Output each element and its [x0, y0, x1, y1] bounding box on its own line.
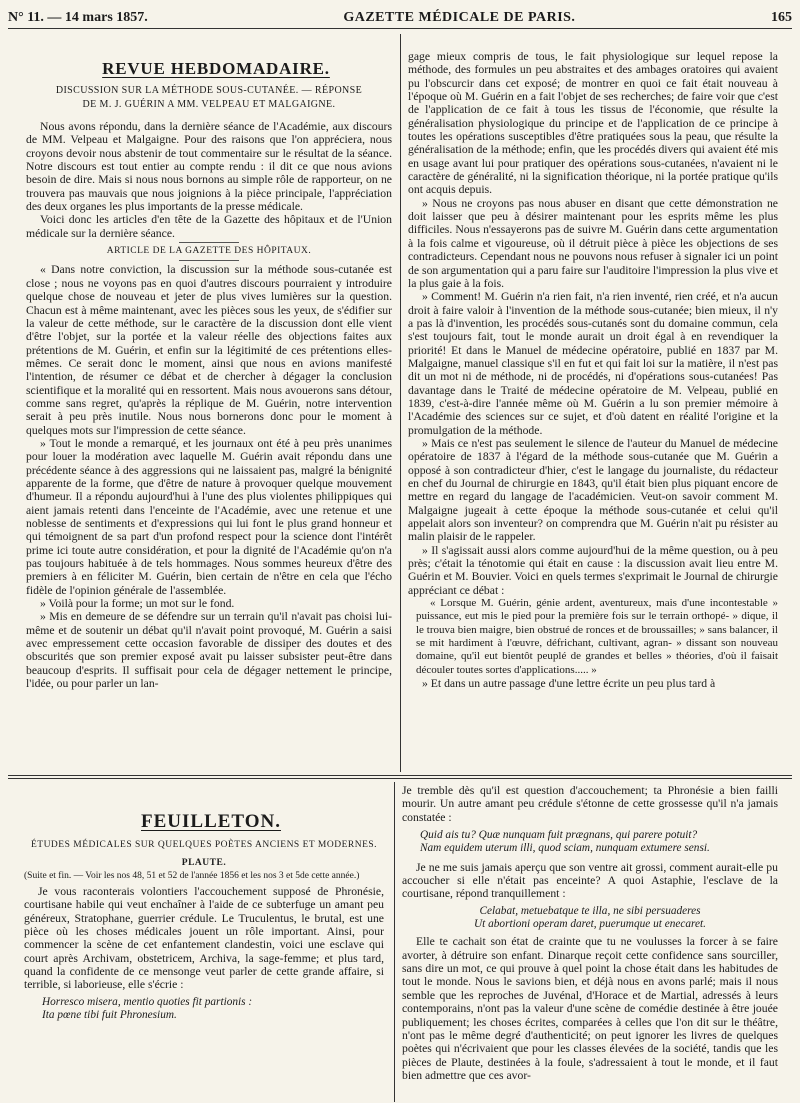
- header-rule: [8, 28, 792, 29]
- latin-verse: Celabat, metuebatque te illa, ne sibi persuaderes: [479, 904, 701, 917]
- column-divider: [394, 782, 395, 1102]
- feuilleton-paragraph: Je ne me suis jamais aperçu que son ventre ait grossi, comment aurait-elle pu accoucher si elle n'était pas enceinte? A quoi Astaphie, l'esclave de la courtisane, répond tranquillement :: [402, 860, 778, 901]
- issue-date: N° 11. — 14 mars 1857.: [8, 10, 148, 25]
- revue-paragraph: Nous avons répondu, dans la dernière séance de l'Académie, aux discours de MM. Velpeau et Malgaigne. Pour des raisons que l'on appréciera, nous croyons devoir nous abstenir de tout commentaire sur le résultat de la séance. Notre discours est tout entier au compte rendu : il dit ce que nous avions besoin de dire. Mais si nous nous bornons au simple rôle de rapporteur, on ne trouvera pas mauvais que nous joignions à la pièce principale, l'appréciation des deux organes les plus importants de la presse médicale.: [26, 120, 392, 214]
- latin-verse: Quid ais tu? Quæ nunquam fuit prægnans, qui parere potuit?: [420, 829, 698, 842]
- article-paragraph: » Mis en demeure de se défendre sur un terrain qu'il n'avait pas choisi lui-même et de soutenir un débat qu'il n'avait point provoqué, M. Guérin a saisi avec empressement cette occasion favorable de dissiper des doutes et des obscurités que son premier exposé avait pu laisser subsister peut-être dans beaucoup d'esprits. Il suffisait pour cela de dégager nettement le principe, l'idée, ou pour parler un lan-: [26, 610, 392, 691]
- article-paragraph: » Tout le monde a remarqué, et les journaux ont été à peu près unanimes pour louer la modération avec laquelle M. Guérin avait répondu dans une précédente séance à des aggressions qui ne laissaient pas, malgré la bénignité apparente de la forme, que d'être de nature à provoquer quelque mouvement d'humeur. Il a répondu aujourd'hui à l'une des plus violentes philippiques qui aient jamais retenti dans l'enceinte de l'Académie, avec une retenue et une noblesse de sentiments et d'expressions qui lui font le plus grand honneur et qui témoignent de sa part d'un profond respect pour la science dont l'intérêt prime ici toute autre considération, et pour la dignité de l'Académie qu'on n'a pas toujours habituée à de tels hommages. Nous sommes heureux d'être des premiers à en féliciter M. Guérin, bien certain de n'être en cela que l'écho fidèle de l'opinion générale de l'assemblée.: [26, 436, 392, 597]
- article-paragraph: » Mais ce n'est pas seulement le silence de l'auteur du Manuel de médecine opératoire de 1837 à l'égard de la méthode sous-cutanée que M. Guérin a opposé à son contradicteur d'hier, c'est le langage du journaliste, du rédacteur en chef du Journal de chirurgie en 1843, qu'il était bien plus piquant encore de mettre en regard du langage de l'académicien. Veut-on savoir comment M. Malgaigne jugeait à cette époque la méthode sous-cutanée et celui qu'il appelait alors son inventeur? on comprendra que M. Guérin n'ait pu résister au malin plaisir de le rappeler.: [408, 436, 778, 544]
- article-paragraph: » Nous ne croyons pas nous abuser en disant que cette démonstration ne doit laisser que peu à désirer maintenant pour les esprits même les plus difficiles. Nous n'essayerons pas de suivre M. Guérin dans cette argumentation à la fois calme et vigoureuse, où il détruit pièce à pièce les objections de ses contradicteurs. Cependant nous ne pouvons nous refuser à signaler ici un point de son argumentation qui a paru faire sur l'auditoire l'impression la plus vive et la plus gaie à la fois.: [408, 196, 778, 290]
- feuilleton-author: PLAUTE.: [181, 857, 227, 868]
- revue-subtitle-1: DISCUSSION SUR LA MÉTHODE SOUS-CUTANÉE. — RÉPONSE: [55, 85, 363, 97]
- latin-verse: Horresco misera, mentio quoties fit partionis :: [42, 995, 253, 1008]
- feuilleton-left-column: [24, 811, 384, 1022]
- feuilleton-rule: [8, 778, 792, 779]
- article-heading: ARTICLE DE LA GAZETTE DES HÔPITAUX.: [106, 246, 312, 257]
- latin-verse: Ita pœne tibi fuit Phronesium.: [42, 1009, 177, 1022]
- quotation: « Lorsque M. Guérin, génie ardent, aventureux, mais d'une incontestable » puissance, eut mis le pied pour la première fois sur le terrain orthopé- » dique, il le trouva bien maigre, bien obstrué de ronces et de broussailles; » sans balancer, il se mit hardiment à l'œuvre, défrichant, cultivant, agran- » dissant son nouveau domaine, qu'il eut bientôt peuplé de grandes et belles » théories, d'où il faisait découler toutes sortes d'applications..... »: [416, 597, 778, 676]
- feuilleton-paragraph: Je vous raconterais volontiers l'accouchement supposé de Phronésie, courtisane habile qui veut enchaîner à l'aide de ce subterfuge un amant peu généreux, Stratophane, guerrier crédule. Le Truculentus, le brutal, est une pièce où les choses médicales jouent un rôle important. Ainsi, pour commencer la scène de cet enfantement clandestin, voici une esclave qui court après Archivam, obstetricem, Archiva, la sage-femme; et plus tard, quand la confidente de ce mensonge veut parler de cette grande affaire, si terrible, si laborieuse, elle s'écrie :: [24, 885, 384, 992]
- revue-right-column: [408, 50, 778, 691]
- separator: [179, 260, 239, 261]
- article-paragraph: gage mieux compris de tous, le fait physiologique sur lequel repose la méthode, des formules un peu abstraites et des ambages oratoires qui avaient pu l'obscurcir dans cet exposé; de montrer en quoi ce fait était nouveau à l'époque où M. Guérin en a fait l'objet de ses recherches; de faire voir que c'est de l'application de ce fait à tous les tissus de l'économie, que résulte la généralisation physiologique du principe et de l'application de ce principe à toutes les opérations susceptibles d'être pratiquées sous la peau, que résulte la généralisation de la méthode; enfin, que les procédés divers qui avaient été mis en usage avant lui pour pratiquer des opérations sous-cutanées, n'avaient ni le caractère de généralité, ni la signification théorique, ni la portée pratique qu'ils ont acquis depuis.: [408, 50, 778, 197]
- feuilleton-paragraph: Je tremble dès qu'il est question d'accouchement; ta Phronésie a bien failli mourir. Un autre amant peu crédule s'étonne de cette grossesse qu'il n'a jamais constatée :: [402, 784, 778, 824]
- feuilleton-rule: [8, 775, 792, 776]
- feuilleton-subtitle: ÉTUDES MÉDICALES SUR QUELQUES POÈTES ANCIENS ET MODERNES.: [30, 840, 378, 851]
- feuilleton-note: (Suite et fin. — Voir les nos 48, 51 et 52 de l'année 1856 et les nos 3 et 5de cette année.): [24, 871, 360, 882]
- revue-left-column: [26, 59, 392, 691]
- article-paragraph: » Et dans un autre passage d'une lettre écrite un peu plus tard à: [422, 677, 716, 691]
- revue-title: REVUE HEBDOMADAIRE.: [102, 59, 330, 78]
- feuilleton-paragraph: Elle te cachait son état de crainte que tu ne voulusses la forcer à se faire avorter, à détruire son enfant. Dinarque reçoit cette confidence sans sourciller, sans dire un mot, ce qui prouve à quel point la chose était dans les habitudes de tout le monde. Nous le savions bien, et déjà nous en avons parlé; mais il nous semble que les reproches de Juvénal, d'Horace et de Martial, adressés à leurs contemporains, n'ont pas la valeur d'une scène de comédie destinée à être jouée publiquement; les choses écrites, comparées à celles que l'on dit sur le théâtre, n'ont pas le même degré d'authenticité; on peut ignorer les livres de quelques poètes qui n'écrivaient que pour les classes élevées de la société, tandis que les pièces de Plaute, destinées à la foule, s'adressaient à tout le monde, et il faut bien admettre que ces avor-: [402, 935, 778, 1082]
- article-paragraph: » Voilà pour la forme; un mot sur le fond.: [40, 597, 235, 611]
- latin-verse: Ut abortioni operam daret, puerumque ut enecaret.: [474, 918, 706, 931]
- feuilleton-title: FEUILLETON.: [141, 811, 281, 832]
- separator: [179, 242, 239, 243]
- feuilleton-right-column: [402, 784, 778, 1082]
- article-paragraph: » Il s'agissait aussi alors comme aujourd'hui de la même question, ou à peu près; c'était la ténotomie qui était en cause : la discussion avait lieu entre M. Guérin et M. Bouvier. Voici en quels termes s'exprimait le Journal de chirurgie appréciant ce débat :: [408, 543, 778, 597]
- revue-paragraph: Voici donc les articles d'en tête de la Gazette des hôpitaux et de l'Union médicale sur la dernière séance.: [26, 213, 392, 240]
- latin-verse: Nam equidem uterum illi, quod sciam, nunquam extumere sensi.: [420, 842, 710, 855]
- revue-subtitle-2: DE M. J. GUÉRIN A MM. VELPEAU ET MALGAIGNE.: [82, 98, 336, 110]
- journal-title: GAZETTE MÉDICALE DE PARIS.: [343, 10, 576, 25]
- page-header: [8, 4, 792, 26]
- page-number: 165: [770, 10, 792, 25]
- article-paragraph: « Dans notre conviction, la discussion sur la méthode sous-cutanée est close ; nous ne voyons pas en quoi d'autres discours pourraient y introduire quelque chose de nouveau et jeter de plus vives lumières sur la question. Chacun est à même maintenant, avec les pièces sous les yeux, de s'édifier sur la valeur de cette méthode, sur le caractère de la discussion dont elle vient d'être l'objet, sur la portée et la valeur réelle des objections faites aux prétentions de M. Guérin, et enfin sur la légitimité de ces prétentions elles-mêmes. Ce serait donc le moment, ainsi que nous en avions manifesté l'intention, de résumer ce débat et de chercher à dégager la conclusion scientifique et la moralité qui en ressortent. Mais nous avouerons sans détour, comme sans regret, qu'après la réplique de M. Guérin, notre intervention serait à peu près inutile. Nous nous bornerons donc pour le moment à quelques mots sur l'impression de cette séance.: [26, 263, 392, 437]
- article-paragraph: » Comment! M. Guérin n'a rien fait, n'a rien inventé, rien créé, et n'a aucun droit à faire valoir à l'invention de la méthode sous-cutanée; bien mieux, il n'y a pas là d'invention, les procédés sous-cutanés sont du domaine commun, cela s'est toujours fait, tout le monde aurait un droit égal à en revendiquer la priorité! Et dans le Manuel de médecine opératoire, publié en 1837 par M. Malgaigne, manuel classique s'il en fut et qui fait loi sur la matière, il n'est pas dit un mot ni de méthode, ni de procédés, ni d'opérations sous-cutanées! Pas davantage dans le Traité de médecine opératoire de M. Velpeau, publié en 1839, c'est-à-dire l'année même où M. Guérin a lu son premier mémoire à l'Académie des sciences sur ce sujet, et d'où datent en réalité l'origine et la promulgation de la méthode.: [408, 290, 778, 437]
- column-divider: [400, 34, 401, 772]
